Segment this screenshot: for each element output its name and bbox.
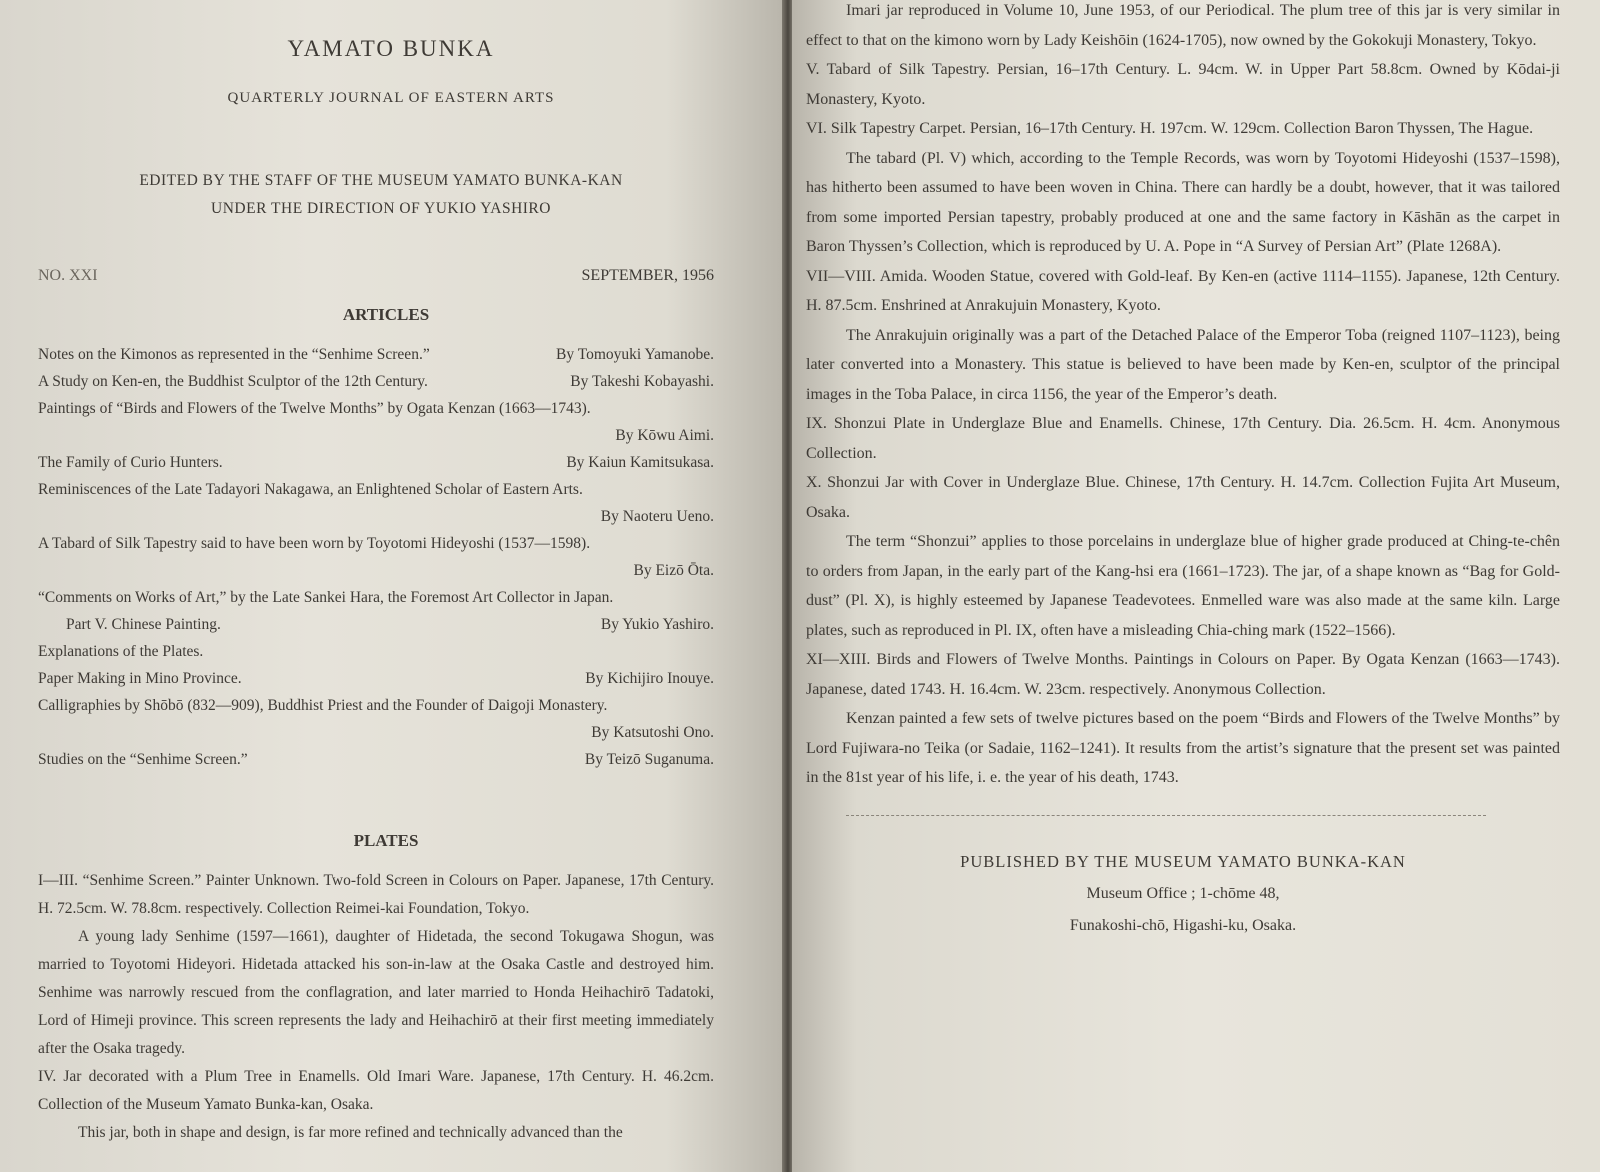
article-entry [38,395,714,449]
editor-line-1: EDITED BY THE STAFF OF THE MUSEUM YAMATO BUNKA-KAN [139,172,623,189]
article-title: “Comments on Works of Art,” by the Late Sankei Hara, the Foremost Art Collector in Japan. [38,589,614,606]
editor-line-2: UNDER THE DIRECTION OF YUKIO YASHIRO [211,200,551,217]
article-entry [38,476,714,530]
article-entry [38,449,714,476]
office-line: Museum Office ; 1-chōme 48, [1086,884,1280,902]
explanation-paragraph: X. Shonzui Jar with Cover in Underglaze Blue. Chinese, 17th Century. H. 14.7cm. Collection Fujita Art Museum, Osaka. [806,474,1560,521]
article-author: By Kōwu Aimi. [615,427,714,444]
address-line: Funakoshi-chō, Higashi-ku, Osaka. [1069,916,1297,934]
article-author: By Katsutoshi Ono. [591,724,714,741]
article-entry [38,746,714,773]
article-title: Notes on the Kimonos as represented in the “Senhime Screen.” [38,346,430,363]
explanation-paragraph: The term “Shonzui” applies to those porcelains in underglaze blue of higher grade produced at Ching-te-chên to orders from Japan, in the early part of the Kang-hsi era (1661–1723). The jar, of a shape known as “Bag for Gold-dust” (Pl. X), is highly esteemed by Japanese Teadevotees. Enmelled ware was also made at the same kiln. Large plates, such as reproduced in Pl. IX, often have a misleading Chia-ching mark (1522–1566). [806,533,1560,639]
article-subtitle: Part V. Chinese Painting. [66,616,221,633]
explanation-paragraph: The tabard (Pl. V) which, according to the Temple Records, was worn by Toyotomi Hideyoshi (1537–1598), has hitherto been assumed to have been woven in China. There can hardly be a doubt, however, that it was tailored from some imported Persian tapestry, probably produced at one and the same factory in Kāshān as the carpet in Baron Thyssen’s Collection, which is reproduced by U. A. Pope in “A Survey of Persian Art” (Plate 1268A). [806,149,1560,255]
article-author: By Teizō Suganuma. [584,751,714,768]
article-author: By Yukio Yashiro. [600,616,714,633]
article-title: The Family of Curio Hunters. [38,454,223,471]
article-title: A Tabard of Silk Tapestry said to have been worn by Toyotomi Hideyoshi (1537—1598). [38,535,591,552]
left-page [0,0,784,1172]
dotted-divider [846,815,1486,816]
article-title: Paintings of “Birds and Flowers of the Twelve Months” by Ogata Kenzan (1663—1743). [38,400,591,417]
explanation-paragraph: Imari jar reproduced in Volume 10, June 1953, of our Periodical. The plum tree of this jar is very similar in effect to that on the kimono worn by Lady Keishōin (1624-1705), now owned by the Gokokuji Monastery, Tokyo. [806,2,1560,49]
article-entry [38,692,714,746]
plate-paragraph: A young lady Senhime (1597—1661), daughter of Hidetada, the second Tokugawa Shogun, was married to Toyotomi Hideyori. Hidetada attacked his son-in-law at the Osaka Castle and destroyed him. Senhime was narrowly rescued from the conflagration, and later married to Honda Heihachirō Tadatoki, Lord of Himeji province. This screen represents the lady and Heihachirō at their first meeting immediately after the Osaka tragedy. [38,928,714,1057]
explanation-paragraph: XI—XIII. Birds and Flowers of Twelve Months. Paintings in Colours on Paper. By Ogata Kenzan (1663—1743). Japanese, dated 1743. H. 16.4cm. W. 23cm. respectively. Anonymous Collection. [806,651,1560,698]
article-entry [38,584,714,638]
publisher-line: PUBLISHED BY THE MUSEUM YAMATO BUNKA-KAN [960,851,1406,871]
issue-row [38,267,714,285]
article-title: Reminiscences of the Late Tadayori Nakagawa, an Enlightened Scholar of Eastern Arts. [38,481,583,498]
article-author: By Eizō Ōta. [633,562,714,579]
article-entry [38,530,714,584]
article-entry [38,368,714,395]
article-title: Calligraphies by Shōbō (832—909), Buddhist Priest and the Founder of Daigoji Monastery. [38,697,608,714]
articles-list [38,341,714,773]
issue-date: SEPTEMBER, 1956 [581,267,714,284]
article-title: Explanations of the Plates. [38,643,204,660]
explanation-paragraph: The Anrakujuin originally was a part of the Detached Palace of the Emperor Toba (reigned 1107–1123), being later converted into a Monastery. This statue is believed to have been made by Ken-en, sculptor of the principal images in the Toba Palace, in circa 1156, the year of the Emperor’s death. [806,326,1560,403]
journal-subtitle: QUARTERLY JOURNAL OF EASTERN ARTS [227,90,555,106]
plates-list [38,867,714,1147]
plate-paragraph: IV. Jar decorated with a Plum Tree in Enamells. Old Imari Ware. Japanese, 17th Century. H. 46.2cm. Collection of the Museum Yamato Bunka-kan, Osaka. [38,1068,714,1113]
article-title: Paper Making in Mino Province. [38,670,242,687]
editor-credit [38,167,714,223]
article-author: By Kichijiro Inouye. [585,670,714,687]
publisher-block [806,846,1560,942]
article-author: By Tomoyuki Yamanobe. [556,346,714,363]
plates-heading: PLATES [353,831,419,850]
explanation-paragraph: Kenzan painted a few sets of twelve pictures based on the poem “Birds and Flowers of the Twelve Months” by Lord Fujiwara-no Teika (or Sadaie, 1162–1241). It results from the artist’s signature that the present set was painted in the 81st year of his life, i. e. the year of his death, 1743. [806,710,1560,786]
article-title: A Study on Ken-en, the Buddhist Sculptor of the 12th Century. [38,373,428,390]
article-author: By Kaiun Kamitsukasa. [566,454,714,471]
issue-number: NO. XXI [38,267,98,284]
right-page [792,0,1600,1172]
explanation-paragraph: IX. Shonzui Plate in Underglaze Blue and Enamells. Chinese, 17th Century. Dia. 26.5cm. H. 4cm. Anonymous Collection. [806,415,1560,462]
article-entry [38,341,714,368]
articles-heading: ARTICLES [342,305,430,324]
plate-paragraph: I—III. “Senhime Screen.” Painter Unknown. Two-fold Screen in Colours on Paper. Japanese, 17th Century. H. 72.5cm. W. 78.8cm. respectively. Collection Reimei-kai Foundation, Tokyo. [38,872,714,917]
article-entry [38,665,714,692]
explanation-paragraph: V. Tabard of Silk Tapestry. Persian, 16–17th Century. L. 94cm. W. in Upper Part 58.8cm. Owned by Kōdai-ji Monastery, Kyoto. [806,61,1560,108]
plate-explanations [806,0,1560,793]
journal-title: YAMATO BUNKA [287,36,495,61]
article-author: By Takeshi Kobayashi. [570,373,714,390]
explanation-paragraph: VII—VIII. Amida. Wooden Statue, covered with Gold-leaf. By Ken-en (active 1114–1155). Japanese, 12th Century. H. 87.5cm. Enshrined at Anrakujuin Monastery, Kyoto. [806,267,1560,314]
article-entry [38,638,714,665]
plate-paragraph: This jar, both in shape and design, is far more refined and technically advanced than the [78,1124,623,1141]
article-title: Studies on the “Senhime Screen.” [38,751,248,768]
explanation-paragraph: VI. Silk Tapestry Carpet. Persian, 16–17th Century. H. 197cm. W. 129cm. Collection Baron Thyssen, The Hague. [806,120,1534,137]
article-author: By Naoteru Ueno. [600,508,714,525]
